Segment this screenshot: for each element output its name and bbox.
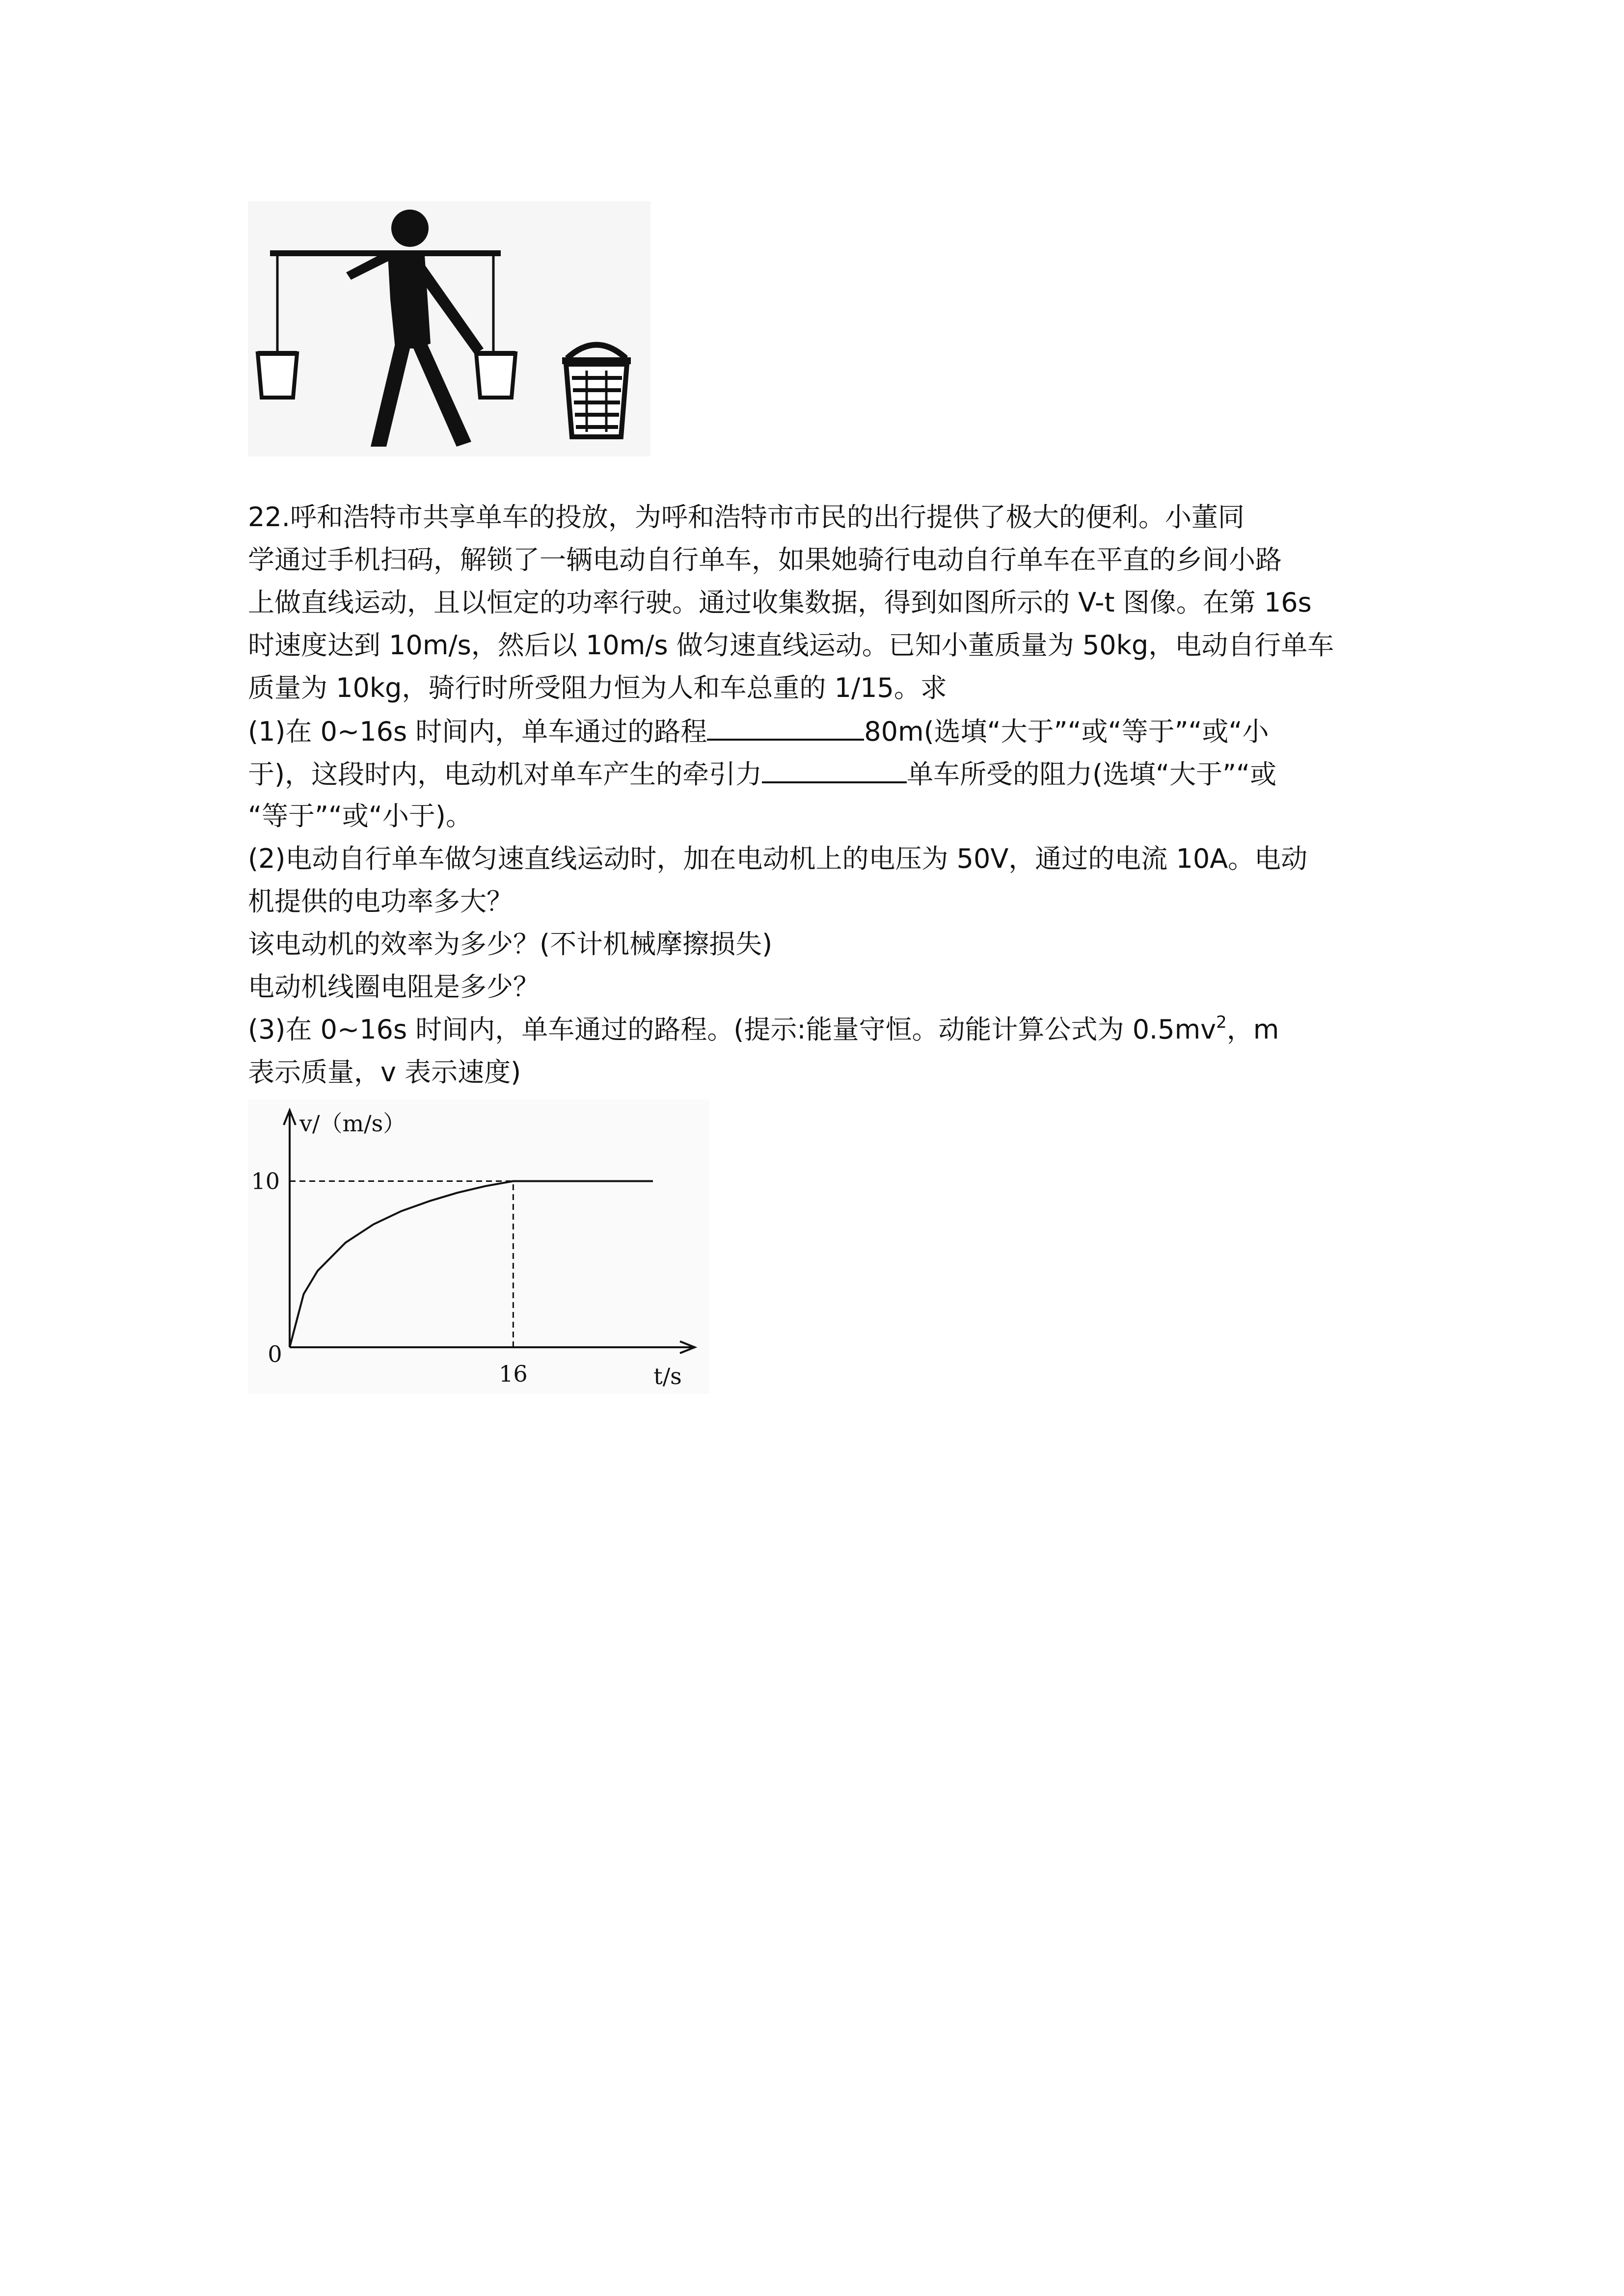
x-axis-label: t/s	[653, 1363, 682, 1389]
velocity-time-chart	[248, 1099, 709, 1394]
chart-background	[248, 1099, 709, 1394]
basket-icon	[562, 345, 631, 437]
right-bucket-icon	[476, 353, 515, 398]
part-1-text-a: (1)在 0~16s 时间内，单车通过的路程	[248, 716, 707, 747]
left-bucket-icon	[258, 353, 297, 398]
y-axis-label: v/（m/s）	[299, 1110, 406, 1137]
part-1-line-2	[248, 752, 1392, 795]
question-line-5: 质量为 10kg，骑行时所受阻力恒为人和车总重的 1/15。求	[248, 672, 947, 703]
origin-label: 0	[268, 1341, 282, 1367]
part-2-line-2: 机提供的电功率多大？	[248, 886, 513, 917]
part-1-text-d: 单车所受的阻力(选填“大于”“或	[907, 759, 1277, 790]
part-1-line-3: “等于”“或“小于)。	[248, 801, 472, 831]
part-3-superscript: 2	[1216, 1013, 1227, 1032]
part-3-text-b: ，m	[1226, 1014, 1279, 1045]
y-tick-label: 10	[251, 1168, 280, 1195]
part-3-text-a: (3)在 0~16s 时间内，单车通过的路程。(提示:能量守恒。动能计算公式为 0.5mv	[248, 1014, 1217, 1045]
question-line-3: 上做直线运动，且以恒定的功率行驶。通过收集数据，得到如图所示的 V-t 图像。在第 16s	[248, 587, 1312, 618]
carrying-pole-illustration	[248, 201, 650, 456]
question-line-1: 22.呼和浩特市共享单车的投放，为呼和浩特市市民的出行提供了极大的便利。小董同	[248, 502, 1245, 533]
question-line-2: 学通过手机扫码，解锁了一辆电动自行单车，如果她骑行电动自行单车在平直的乡间小路	[248, 544, 1282, 575]
part-3-line-2: 表示质量，v 表示速度)	[248, 1057, 521, 1088]
question-line-4: 时速度达到 10m/s，然后以 10m/s 做匀速直线运动。已知小董质量为 50kg，电动自行单车	[248, 630, 1334, 661]
part-2-line-4: 电动机线圈电阻是多少？	[248, 971, 540, 1002]
part-1-text-c: 于)，这段时内，电动机对单车产生的牵引力	[248, 759, 762, 790]
answer-blank-1	[707, 709, 864, 741]
part-2-line-3: 该电动机的效率为多少？(不计机械摩擦损失)	[248, 929, 773, 960]
answer-blank-2	[762, 752, 907, 783]
part-1-line-1	[248, 709, 1392, 752]
part-2-line-1: (2)电动自行单车做匀速直线运动时，加在电动机上的电压为 50V，通过的电流 10A。电动	[248, 843, 1308, 874]
part-3-line-1	[248, 1008, 1392, 1051]
x-tick-label: 16	[499, 1361, 528, 1387]
part-1-text-b: 80m(选填“大于”“或“等于”“或“小	[864, 716, 1269, 747]
question-22	[248, 496, 1392, 1094]
